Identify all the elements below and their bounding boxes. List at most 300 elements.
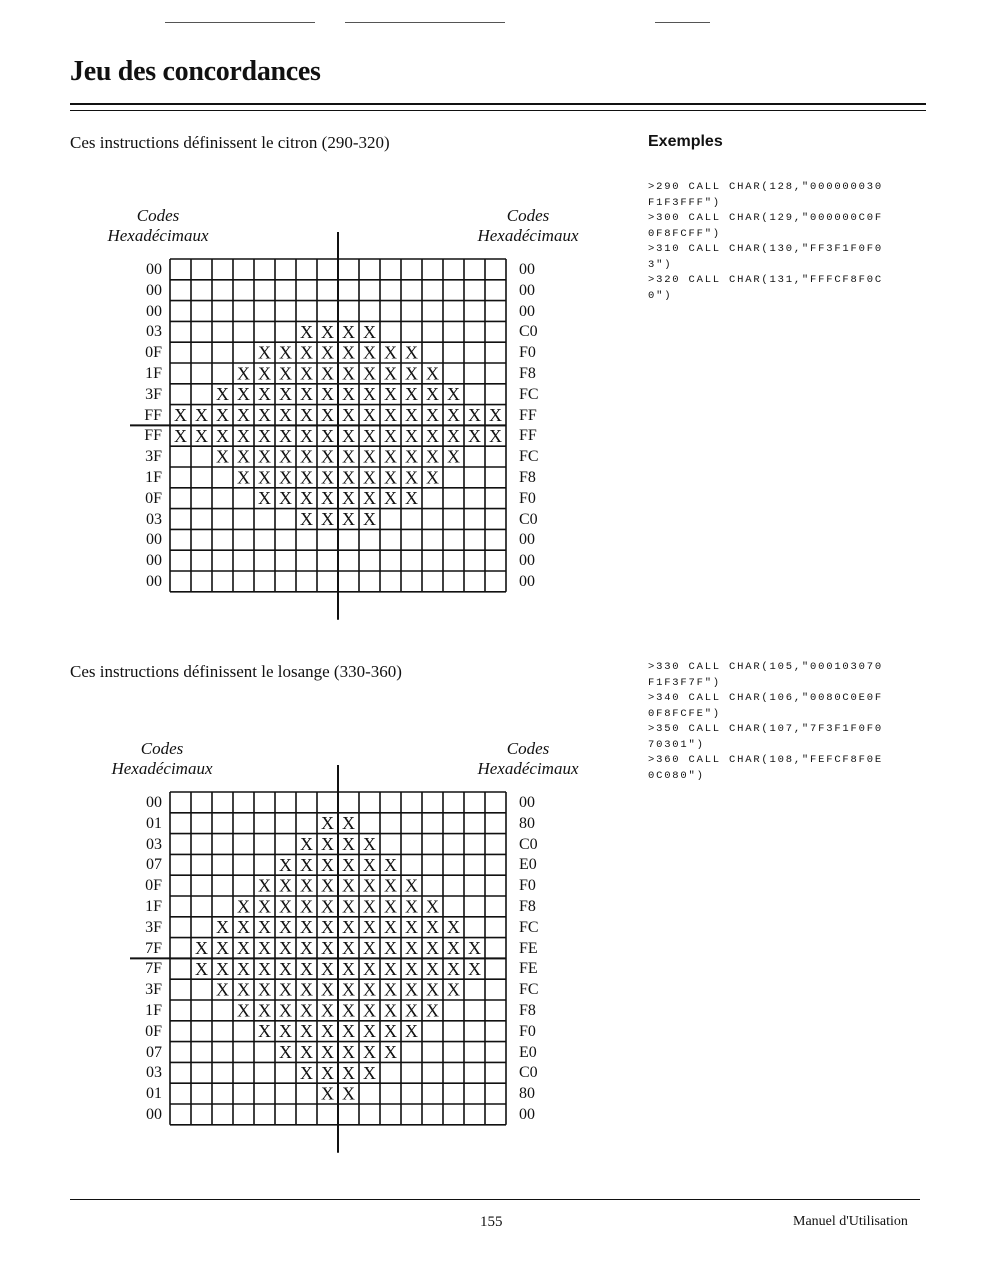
filled-cell-mark: X bbox=[279, 979, 292, 1000]
code-block-losange bbox=[648, 660, 883, 784]
filled-cell-mark: X bbox=[405, 425, 418, 446]
filled-cell-mark: X bbox=[195, 958, 208, 979]
right-hex-code: 00 bbox=[519, 794, 535, 811]
section1-right-codes-label: Codes Hexadécimaux bbox=[477, 206, 579, 245]
right-hex-code: E0 bbox=[519, 856, 537, 874]
filled-cell-mark: X bbox=[363, 938, 376, 958]
filled-cell-mark: X bbox=[384, 488, 397, 509]
left-hex-code: 7F bbox=[145, 939, 162, 957]
filled-cell-mark: X bbox=[342, 488, 355, 509]
code-line: >320 CALL CHAR(131,"FFFCF8F0C bbox=[648, 274, 883, 286]
filled-cell-mark: X bbox=[258, 405, 271, 425]
filled-cell-mark: X bbox=[384, 467, 397, 488]
code-line: >290 CALL CHAR(128,"000000030 bbox=[648, 181, 883, 193]
filled-cell-mark: X bbox=[363, 1000, 376, 1021]
left-hex-code: 01 bbox=[146, 814, 162, 832]
right-hex-code: C0 bbox=[519, 510, 538, 528]
filled-cell-mark: X bbox=[321, 363, 334, 384]
filled-cell-mark: X bbox=[300, 1062, 313, 1083]
filled-cell-mark: X bbox=[321, 813, 334, 834]
filled-cell-mark: X bbox=[342, 1021, 355, 1042]
filled-cell-mark: X bbox=[237, 917, 250, 938]
filled-cell-mark: X bbox=[300, 896, 313, 917]
code-line: 70301") bbox=[648, 738, 705, 751]
filled-cell-mark: X bbox=[405, 488, 418, 509]
left-hex-code: 00 bbox=[146, 302, 162, 320]
filled-cell-mark: X bbox=[300, 958, 313, 979]
examples-heading: Exemples bbox=[648, 133, 723, 150]
filled-cell-mark: X bbox=[384, 446, 397, 467]
filled-cell-mark: X bbox=[321, 488, 334, 509]
filled-cell-mark: X bbox=[300, 917, 313, 938]
filled-cell-mark: X bbox=[279, 405, 292, 425]
right-hex-code: F0 bbox=[519, 344, 536, 362]
filled-cell-mark: X bbox=[279, 854, 292, 875]
filled-cell-mark: X bbox=[342, 834, 355, 854]
footer-rule bbox=[70, 1199, 920, 1200]
filled-cell-mark: X bbox=[321, 509, 334, 529]
filled-cell-mark: X bbox=[363, 446, 376, 467]
right-hex-code: C0 bbox=[519, 835, 538, 853]
filled-cell-mark: X bbox=[468, 938, 481, 958]
filled-cell-mark: X bbox=[342, 509, 355, 529]
filled-cell-mark: X bbox=[216, 938, 229, 958]
top-mark bbox=[345, 22, 505, 23]
filled-cell-mark: X bbox=[342, 321, 355, 342]
right-hex-code: F8 bbox=[519, 365, 536, 382]
code-line: F1F3F7F") bbox=[648, 676, 721, 689]
right-hex-code: 00 bbox=[519, 552, 535, 570]
filled-cell-mark: X bbox=[363, 979, 376, 1000]
filled-cell-mark: X bbox=[342, 854, 355, 875]
filled-cell-mark: X bbox=[258, 467, 271, 488]
top-mark bbox=[165, 22, 315, 23]
filled-cell-mark: X bbox=[258, 342, 271, 363]
filled-cell-mark: X bbox=[321, 467, 334, 488]
filled-cell-mark: X bbox=[405, 896, 418, 917]
filled-cell-mark: X bbox=[279, 425, 292, 446]
filled-cell-mark: X bbox=[405, 405, 418, 425]
filled-cell-mark: X bbox=[384, 1000, 397, 1021]
left-hex-code: 7F bbox=[145, 960, 162, 978]
left-hex-code: 00 bbox=[146, 794, 162, 811]
filled-cell-mark: X bbox=[405, 917, 418, 938]
filled-cell-mark: X bbox=[237, 958, 250, 979]
filled-cell-mark: X bbox=[342, 875, 355, 896]
filled-cell-mark: X bbox=[237, 938, 250, 958]
filled-cell-mark: X bbox=[321, 896, 334, 917]
right-hex-code: FE bbox=[519, 939, 538, 957]
code-line: 0") bbox=[648, 289, 673, 302]
filled-cell-mark: X bbox=[342, 958, 355, 979]
filled-cell-mark: X bbox=[384, 425, 397, 446]
filled-cell-mark: X bbox=[195, 425, 208, 446]
filled-cell-mark: X bbox=[405, 1000, 418, 1021]
filled-cell-mark: X bbox=[279, 363, 292, 384]
code-line: 0F8FCFF") bbox=[648, 227, 721, 240]
filled-cell-mark: X bbox=[300, 446, 313, 467]
filled-cell-mark: X bbox=[300, 425, 313, 446]
filled-cell-mark: X bbox=[258, 425, 271, 446]
filled-cell-mark: X bbox=[279, 1021, 292, 1042]
filled-cell-mark: X bbox=[384, 979, 397, 1000]
filled-cell-mark: X bbox=[489, 405, 502, 425]
right-hex-code: C0 bbox=[519, 323, 538, 341]
filled-cell-mark: X bbox=[405, 875, 418, 896]
filled-cell-mark: X bbox=[237, 425, 250, 446]
filled-cell-mark: X bbox=[300, 1042, 313, 1062]
filled-cell-mark: X bbox=[342, 363, 355, 384]
filled-cell-mark: X bbox=[447, 384, 460, 405]
left-hex-code: 00 bbox=[146, 281, 162, 299]
filled-cell-mark: X bbox=[363, 425, 376, 446]
section1-caption: Ces instructions définissent le citron (290-320) bbox=[70, 133, 390, 152]
filled-cell-mark: X bbox=[405, 979, 418, 1000]
filled-cell-mark: X bbox=[363, 834, 376, 854]
right-hex-code: 00 bbox=[519, 1106, 535, 1123]
filled-cell-mark: X bbox=[237, 1000, 250, 1021]
left-hex-code: 3F bbox=[145, 448, 162, 466]
filled-cell-mark: X bbox=[258, 488, 271, 509]
filled-cell-mark: X bbox=[405, 958, 418, 979]
filled-cell-mark: X bbox=[321, 917, 334, 938]
filled-cell-mark: X bbox=[216, 917, 229, 938]
filled-cell-mark: X bbox=[363, 1042, 376, 1062]
right-hex-code: F0 bbox=[519, 1022, 536, 1040]
filled-cell-mark: X bbox=[258, 1000, 271, 1021]
filled-cell-mark: X bbox=[321, 425, 334, 446]
filled-cell-mark: X bbox=[342, 1000, 355, 1021]
filled-cell-mark: X bbox=[321, 1000, 334, 1021]
left-hex-code: 00 bbox=[146, 573, 162, 590]
left-hex-code: 03 bbox=[146, 1064, 162, 1082]
filled-cell-mark: X bbox=[447, 405, 460, 425]
filled-cell-mark: X bbox=[237, 467, 250, 488]
filled-cell-mark: X bbox=[363, 384, 376, 405]
filled-cell-mark: X bbox=[300, 938, 313, 958]
code-line: 0C080") bbox=[648, 769, 705, 782]
filled-cell-mark: X bbox=[300, 405, 313, 425]
left-hex-code: 03 bbox=[146, 835, 162, 853]
filled-cell-mark: X bbox=[300, 384, 313, 405]
filled-cell-mark: X bbox=[489, 425, 502, 446]
filled-cell-mark: X bbox=[279, 384, 292, 405]
right-hex-code: FC bbox=[519, 448, 539, 466]
right-hex-code: FC bbox=[519, 385, 539, 403]
left-hex-code: 0F bbox=[145, 344, 162, 362]
filled-cell-mark: X bbox=[279, 917, 292, 938]
filled-cell-mark: X bbox=[216, 979, 229, 1000]
filled-cell-mark: X bbox=[342, 425, 355, 446]
filled-cell-mark: X bbox=[363, 896, 376, 917]
filled-cell-mark: X bbox=[174, 405, 187, 425]
filled-cell-mark: X bbox=[279, 938, 292, 958]
filled-cell-mark: X bbox=[363, 854, 376, 875]
filled-cell-mark: X bbox=[447, 425, 460, 446]
filled-cell-mark: X bbox=[363, 467, 376, 488]
left-hex-code: 07 bbox=[146, 1043, 162, 1061]
filled-cell-mark: X bbox=[279, 488, 292, 509]
filled-cell-mark: X bbox=[300, 1021, 313, 1042]
right-hex-code: FC bbox=[519, 918, 539, 936]
filled-cell-mark: X bbox=[426, 446, 439, 467]
filled-cell-mark: X bbox=[216, 425, 229, 446]
filled-cell-mark: X bbox=[363, 958, 376, 979]
footer-text: Manuel d'Utilisation bbox=[793, 1214, 908, 1229]
filled-cell-mark: X bbox=[447, 938, 460, 958]
filled-cell-mark: X bbox=[300, 342, 313, 363]
filled-cell-mark: X bbox=[279, 875, 292, 896]
left-hex-code: 03 bbox=[146, 510, 162, 528]
filled-cell-mark: X bbox=[258, 446, 271, 467]
filled-cell-mark: X bbox=[321, 446, 334, 467]
left-hex-code: 3F bbox=[145, 385, 162, 403]
page-number: 155 bbox=[480, 1214, 503, 1230]
filled-cell-mark: X bbox=[258, 384, 271, 405]
right-hex-code: 00 bbox=[519, 302, 535, 320]
filled-cell-mark: X bbox=[426, 958, 439, 979]
filled-cell-mark: X bbox=[195, 938, 208, 958]
filled-cell-mark: X bbox=[258, 979, 271, 1000]
filled-cell-mark: X bbox=[426, 384, 439, 405]
filled-cell-mark: X bbox=[321, 938, 334, 958]
filled-cell-mark: X bbox=[363, 1021, 376, 1042]
filled-cell-mark: X bbox=[447, 979, 460, 1000]
filled-cell-mark: X bbox=[279, 1000, 292, 1021]
filled-cell-mark: X bbox=[216, 405, 229, 425]
filled-cell-mark: X bbox=[384, 896, 397, 917]
title-rule bbox=[70, 103, 926, 105]
filled-cell-mark: X bbox=[468, 958, 481, 979]
code-line: >310 CALL CHAR(130,"FF3F1F0F0 bbox=[648, 243, 883, 255]
filled-cell-mark: X bbox=[405, 938, 418, 958]
filled-cell-mark: X bbox=[321, 1021, 334, 1042]
filled-cell-mark: X bbox=[258, 1021, 271, 1042]
filled-cell-mark: X bbox=[384, 384, 397, 405]
left-hex-code: 0F bbox=[145, 1022, 162, 1040]
filled-cell-mark: X bbox=[300, 834, 313, 854]
right-hex-code: FE bbox=[519, 960, 538, 978]
filled-cell-mark: X bbox=[258, 896, 271, 917]
grid-svg bbox=[120, 229, 540, 629]
filled-cell-mark: X bbox=[258, 917, 271, 938]
filled-cell-mark: X bbox=[426, 1000, 439, 1021]
citron-pattern-grid bbox=[120, 229, 540, 629]
filled-cell-mark: X bbox=[258, 363, 271, 384]
filled-cell-mark: X bbox=[237, 979, 250, 1000]
filled-cell-mark: X bbox=[384, 854, 397, 875]
filled-cell-mark: X bbox=[342, 979, 355, 1000]
filled-cell-mark: X bbox=[426, 405, 439, 425]
filled-cell-mark: X bbox=[342, 1042, 355, 1062]
filled-cell-mark: X bbox=[384, 1021, 397, 1042]
filled-cell-mark: X bbox=[384, 875, 397, 896]
filled-cell-mark: X bbox=[237, 896, 250, 917]
filled-cell-mark: X bbox=[426, 938, 439, 958]
filled-cell-mark: X bbox=[258, 875, 271, 896]
filled-cell-mark: X bbox=[447, 446, 460, 467]
filled-cell-mark: X bbox=[174, 425, 187, 446]
title-rule-thin bbox=[70, 110, 926, 111]
filled-cell-mark: X bbox=[405, 363, 418, 384]
filled-cell-mark: X bbox=[300, 467, 313, 488]
left-hex-code: 00 bbox=[146, 261, 162, 278]
filled-cell-mark: X bbox=[300, 488, 313, 509]
code-line: F1F3FFF") bbox=[648, 196, 721, 209]
filled-cell-mark: X bbox=[321, 834, 334, 854]
code-line: >360 CALL CHAR(108,"FEFCF8F0E bbox=[648, 754, 883, 766]
filled-cell-mark: X bbox=[342, 446, 355, 467]
filled-cell-mark: X bbox=[363, 509, 376, 529]
filled-cell-mark: X bbox=[258, 958, 271, 979]
filled-cell-mark: X bbox=[363, 321, 376, 342]
filled-cell-mark: X bbox=[405, 342, 418, 363]
filled-cell-mark: X bbox=[426, 979, 439, 1000]
filled-cell-mark: X bbox=[405, 467, 418, 488]
filled-cell-mark: X bbox=[342, 938, 355, 958]
section1-left-codes-label: Codes Hexadécimaux bbox=[107, 206, 209, 245]
left-hex-code: 1F bbox=[145, 898, 162, 915]
filled-cell-mark: X bbox=[384, 938, 397, 958]
left-hex-code: 1F bbox=[145, 1002, 162, 1019]
filled-cell-mark: X bbox=[384, 363, 397, 384]
filled-cell-mark: X bbox=[384, 342, 397, 363]
filled-cell-mark: X bbox=[321, 1042, 334, 1062]
filled-cell-mark: X bbox=[300, 509, 313, 529]
left-hex-code: 01 bbox=[146, 1085, 162, 1103]
right-hex-code: E0 bbox=[519, 1043, 537, 1061]
filled-cell-mark: X bbox=[384, 917, 397, 938]
filled-cell-mark: X bbox=[321, 1062, 334, 1083]
filled-cell-mark: X bbox=[405, 446, 418, 467]
filled-cell-mark: X bbox=[321, 854, 334, 875]
filled-cell-mark: X bbox=[321, 958, 334, 979]
filled-cell-mark: X bbox=[279, 446, 292, 467]
left-hex-code: 03 bbox=[146, 323, 162, 341]
left-hex-code: FF bbox=[144, 427, 162, 445]
filled-cell-mark: X bbox=[426, 917, 439, 938]
filled-cell-mark: X bbox=[363, 405, 376, 425]
filled-cell-mark: X bbox=[342, 467, 355, 488]
filled-cell-mark: X bbox=[384, 1042, 397, 1062]
filled-cell-mark: X bbox=[447, 958, 460, 979]
right-hex-code: 00 bbox=[519, 281, 535, 299]
right-hex-code: F0 bbox=[519, 877, 536, 895]
filled-cell-mark: X bbox=[342, 896, 355, 917]
left-hex-code: 0F bbox=[145, 877, 162, 895]
left-hex-code: 00 bbox=[146, 1106, 162, 1123]
right-hex-code: FF bbox=[519, 427, 537, 445]
filled-cell-mark: X bbox=[384, 405, 397, 425]
left-hex-code: 1F bbox=[145, 469, 162, 486]
right-hex-code: F8 bbox=[519, 469, 536, 486]
right-hex-code: C0 bbox=[519, 1064, 538, 1082]
right-hex-code: 80 bbox=[519, 1085, 535, 1103]
filled-cell-mark: X bbox=[279, 467, 292, 488]
filled-cell-mark: X bbox=[426, 896, 439, 917]
filled-cell-mark: X bbox=[342, 1062, 355, 1083]
right-hex-code: FF bbox=[519, 406, 537, 424]
right-hex-code: 00 bbox=[519, 573, 535, 590]
filled-cell-mark: X bbox=[342, 342, 355, 363]
right-hex-code: 80 bbox=[519, 814, 535, 832]
page-title: Jeu des concordances bbox=[70, 56, 321, 87]
filled-cell-mark: X bbox=[342, 917, 355, 938]
filled-cell-mark: X bbox=[321, 405, 334, 425]
code-line: 3") bbox=[648, 258, 673, 271]
filled-cell-mark: X bbox=[237, 405, 250, 425]
filled-cell-mark: X bbox=[468, 405, 481, 425]
left-hex-code: 1F bbox=[145, 365, 162, 382]
left-hex-code: 0F bbox=[145, 489, 162, 507]
section2-caption: Ces instructions définissent le losange (330-360) bbox=[70, 662, 402, 681]
filled-cell-mark: X bbox=[216, 384, 229, 405]
filled-cell-mark: X bbox=[300, 979, 313, 1000]
filled-cell-mark: X bbox=[216, 958, 229, 979]
filled-cell-mark: X bbox=[405, 384, 418, 405]
filled-cell-mark: X bbox=[258, 938, 271, 958]
filled-cell-mark: X bbox=[321, 384, 334, 405]
left-hex-code: 00 bbox=[146, 531, 162, 549]
filled-cell-mark: X bbox=[447, 917, 460, 938]
left-hex-code: 00 bbox=[146, 552, 162, 570]
filled-cell-mark: X bbox=[426, 467, 439, 488]
filled-cell-mark: X bbox=[363, 342, 376, 363]
code-line: >340 CALL CHAR(106,"0080C0E0F bbox=[648, 692, 883, 704]
right-hex-code: F8 bbox=[519, 898, 536, 915]
losange-pattern-grid bbox=[120, 762, 540, 1162]
filled-cell-mark: X bbox=[237, 363, 250, 384]
filled-cell-mark: X bbox=[342, 1083, 355, 1104]
filled-cell-mark: X bbox=[384, 958, 397, 979]
filled-cell-mark: X bbox=[426, 425, 439, 446]
filled-cell-mark: X bbox=[468, 425, 481, 446]
right-hex-code: F0 bbox=[519, 489, 536, 507]
section2-right-codes-label: Codes Hexadécimaux bbox=[477, 739, 579, 778]
filled-cell-mark: X bbox=[321, 342, 334, 363]
filled-cell-mark: X bbox=[342, 405, 355, 425]
filled-cell-mark: X bbox=[321, 321, 334, 342]
filled-cell-mark: X bbox=[216, 446, 229, 467]
code-line: >300 CALL CHAR(129,"000000C0F bbox=[648, 212, 883, 224]
filled-cell-mark: X bbox=[342, 384, 355, 405]
code-line: >330 CALL CHAR(105,"000103070 bbox=[648, 661, 883, 673]
filled-cell-mark: X bbox=[321, 875, 334, 896]
filled-cell-mark: X bbox=[426, 363, 439, 384]
filled-cell-mark: X bbox=[300, 854, 313, 875]
filled-cell-mark: X bbox=[279, 1042, 292, 1062]
filled-cell-mark: X bbox=[279, 896, 292, 917]
left-hex-code: 3F bbox=[145, 981, 162, 999]
filled-cell-mark: X bbox=[300, 1000, 313, 1021]
code-block-citron bbox=[648, 180, 883, 304]
filled-cell-mark: X bbox=[321, 979, 334, 1000]
filled-cell-mark: X bbox=[300, 321, 313, 342]
right-hex-code: F8 bbox=[519, 1002, 536, 1019]
right-hex-code: 00 bbox=[519, 261, 535, 278]
filled-cell-mark: X bbox=[363, 917, 376, 938]
filled-cell-mark: X bbox=[363, 875, 376, 896]
code-line: 0F8FCFE") bbox=[648, 707, 721, 720]
left-hex-code: 07 bbox=[146, 856, 162, 874]
right-hex-code: FC bbox=[519, 981, 539, 999]
top-mark bbox=[655, 22, 710, 23]
filled-cell-mark: X bbox=[195, 405, 208, 425]
section2-left-codes-label: Codes Hexadécimaux bbox=[111, 739, 213, 778]
filled-cell-mark: X bbox=[279, 342, 292, 363]
left-hex-code: FF bbox=[144, 406, 162, 424]
grid-svg bbox=[120, 762, 540, 1162]
